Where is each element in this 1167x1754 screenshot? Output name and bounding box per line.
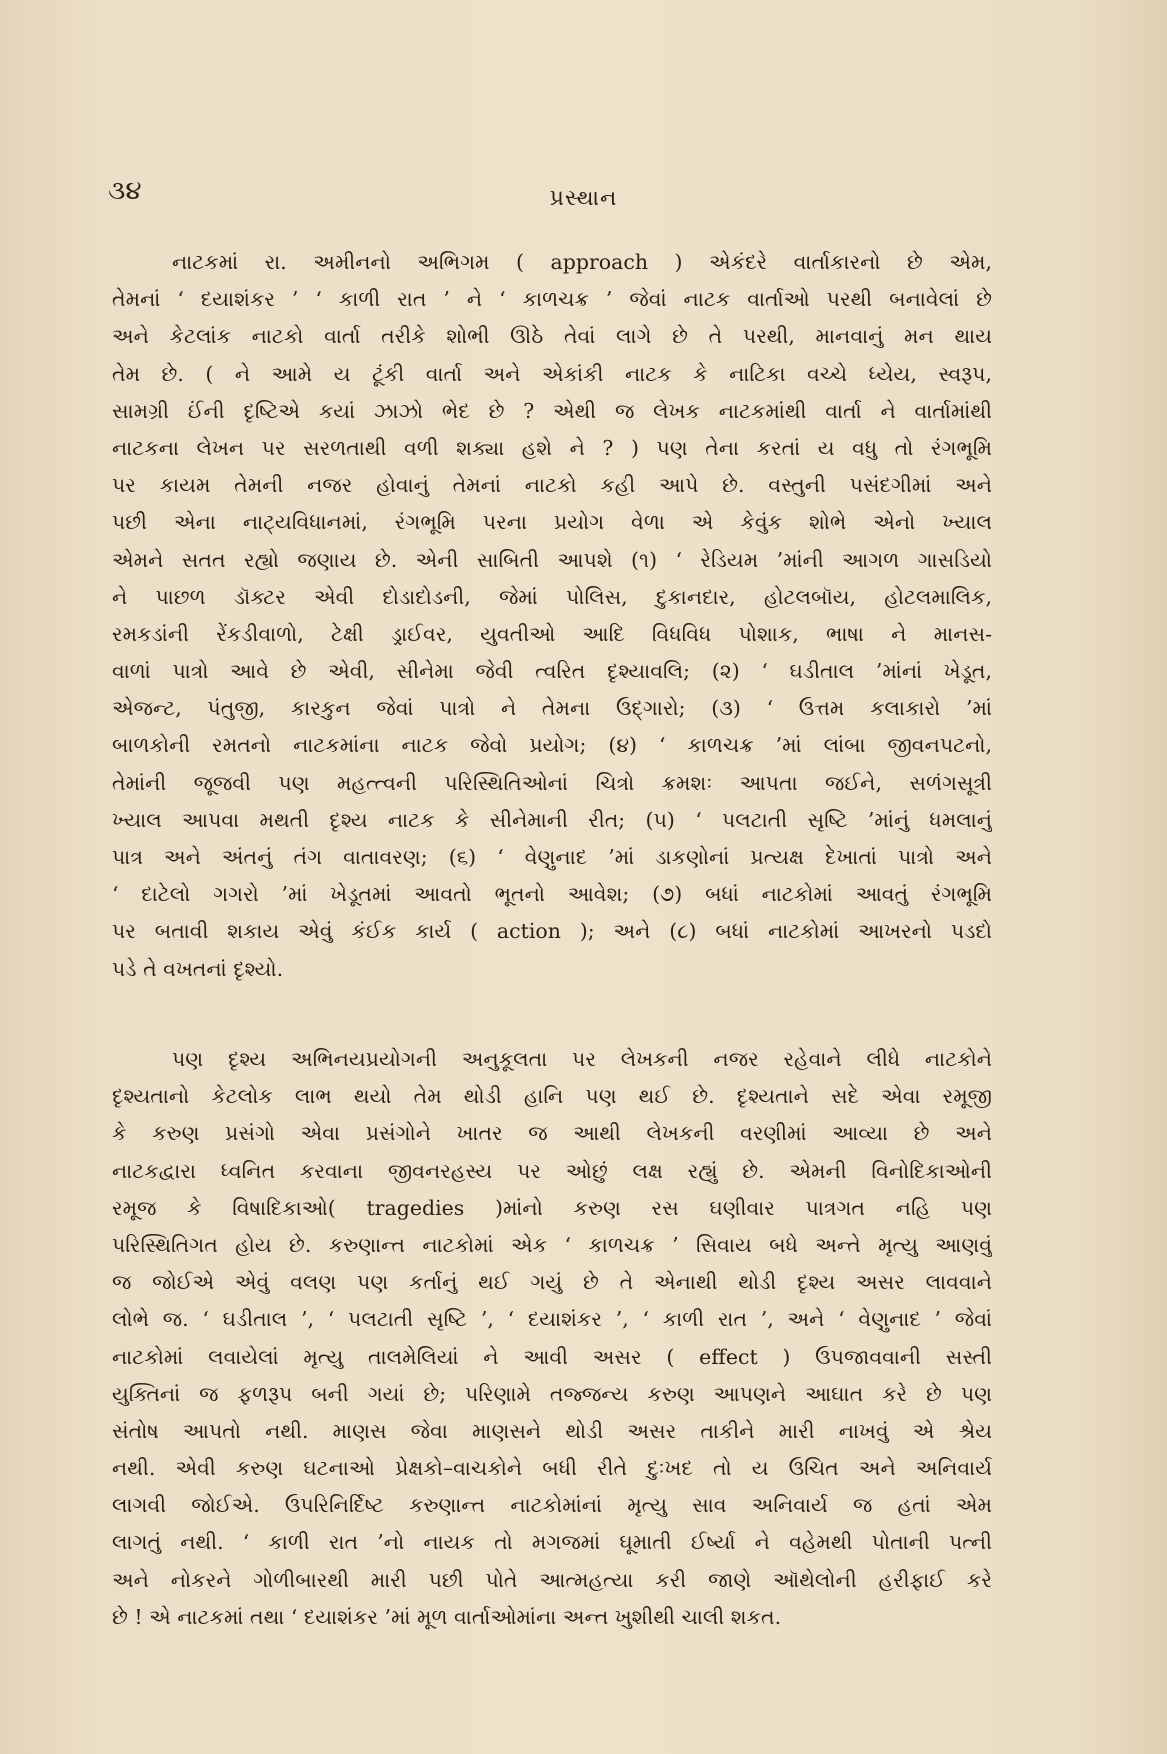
text-line: દૃશ્યતાનો કેટલોક લાભ થયો તેમ થોડી હાનિ પણ થઈ છે. દૃશ્યતાને સદે એવા રમૂજી	[112, 1084, 992, 1109]
text-line: નાટકમાં રા. અમીનનો અભિગમ ( approach ) એકંદરે વાર્તાકારનો છે એમ,	[172, 250, 992, 274]
text-line: એમને સતત રહ્યો જણાય છે. એની સાબિતી આપશે (૧) ‘ રેડિયમ ’માંની આગળ ગાસડિયો	[112, 547, 992, 572]
text-line: નાટકના લેખન પર સરળતાથી વળી શક્યા હશે ને ? ) પણ તેના કરતાં ય વધુ તો રંગભૂમિ	[112, 435, 992, 460]
text-line: જ જોઈએ એવું વલણ પણ કર્તાનું થઈ ગયું છે તે એનાથી થોડી દૃશ્ય અસર લાવવાને	[112, 1270, 992, 1295]
text-line: રમૂજ કે વિષાદિકાઓ( tragedies )માંનો કરુણ રસ ઘણીવાર પાત્રગત નહિ પણ	[112, 1195, 992, 1220]
text-line: લાગતું નથી. ‘ કાળી રાત ’નો નાયક તો મગજમાં ઘૂમાતી ઈર્ષ્યા ને વહેમથી પોતાની પત્ની	[112, 1530, 992, 1555]
text-line: લોભે જ. ‘ ઘડીતાલ ’, ‘ પલટાતી સૃષ્ટિ ’, ‘ દયાશંકર ’, ‘ કાળી રાત ’, અને ‘ વેણુનાદ ’ જેવાં	[112, 1307, 992, 1332]
text-line: તેમાંની જૂજવી પણ મહત્ત્વની પરિસ્થિતિઓનાં ચિત્રો ક્રમશઃ આપતા જઈને, સળંગસૂત્રી	[112, 770, 992, 795]
text-line: બાળકોની રમતનો નાટકમાંના નાટક જેવો પ્રયોગ; (૪) ‘ કાળચક્ર ’માં લાંબા જીવનપટનો,	[112, 733, 992, 758]
text-line: અને નોકરને ગોળીબારથી મારી પછી પોતે આત્મહત્યા કરી જાણે ઑથેલોની હરીફાઈ કરે	[112, 1567, 992, 1592]
text-line: ખ્યાલ આપવા મથતી દૃશ્ય નાટક કે સીનેમાની રીત; (૫) ‘ પલટાતી સૃષ્ટિ ’માંનું ધમલાનું	[112, 807, 992, 832]
text-line: સંતોષ આપતો નથી. માણસ જેવા માણસને થોડી અસર તાકીને મારી નાખવું એ શ્રેય	[112, 1418, 992, 1443]
text-line: પડે તે વખતનાં દૃશ્યો.	[112, 956, 284, 981]
text-line: ‘ દાટેલો ગગરો ’માં ખેડૂતમાં આવતો ભૂતનો આવેશ; (૭) બધાં નાટકોમાં આવતું રંગભૂમિ	[112, 882, 992, 907]
text-line: તેમનાં ‘ દયાશંકર ’ ‘ કાળી રાત ’ ને ‘ કાળચક્ર ’ જેવાં નાટક વાર્તાઓ પરથી બનાવેલાં છે	[112, 287, 992, 312]
text-line: પણ દૃશ્ય અભિનયપ્રયોગની અનુકૂલતા પર લેખકની નજર રહેવાને લીધે નાટકોને	[172, 1047, 992, 1071]
text-line: યુક્તિનાં જ ફળરૂપ બની ગયાં છે; પરિણામે તજ્જન્ય કરુણ આપણને આઘાત કરે છે પણ	[112, 1381, 992, 1406]
text-line: પર બતાવી શકાય એવું કંઈક કાર્ય ( action ); અને (૮) બધાં નાટકોમાં આખરનો પડદો	[112, 919, 992, 944]
text-line: છે ! એ નાટકમાં તથા ‘ દયાશંકર ’માં મૂળ વાર્તાઓમાંના અન્ત ખુશીથી ચાલી શકત.	[112, 1604, 782, 1629]
paragraph-2	[112, 1041, 992, 1636]
text-line: નાટકોમાં લવાયેલાં મૃત્યુ તાલમેલિયાં ને આવી અસર ( effect ) ઉપજાવવાની સસ્તી	[112, 1344, 992, 1369]
text-line: રમકડાંની રેંકડીવાળો, ટેક્ષી ડ્રાઈવર, યુવતીઓ આદિ વિધવિધ પોશાક, ભાષા ને માનસ-	[112, 621, 992, 646]
text-line: પર કાયમ તેમની નજર હોવાનું તેમનાં નાટકો કહી આપે છે. વસ્તુની પસંદગીમાં અને	[112, 473, 992, 498]
text-line: સામગ્રી ઈંની દૃષ્ટિએ કયાં ઝાઝો ભેદ છે ? એથી જ લેખક નાટકમાંથી વાર્તા ને વાર્તામાંથી	[112, 398, 992, 423]
text-line: વાળાં પાત્રો આવે છે એવી, સીનેમા જેવી ત્વરિત દૃશ્યાવલિ; (૨) ‘ ઘડીતાલ ’માંનાં ખેડૂત,	[112, 659, 992, 684]
running-title: પ્રસ્થાન	[549, 186, 618, 211]
text-line: લાગવી જોઈએ. ઉપરિનિર્દિષ્ટ કરુણાન્ત નાટકોમાંનાં મૃત્યુ સાવ અનિવાર્ય જ હતાં એમ	[112, 1493, 992, 1518]
text-line: પરિસ્થિતિગત હોય છે. કરુણાન્ત નાટકોમાં એક ‘ કાળચક્ર ’ સિવાય બધે અન્તે મૃત્યુ આણવું	[112, 1232, 992, 1257]
text-line: પછી એના નાટ્યવિધાનમાં, રંગભૂમિ પરના પ્રયોગ વેળા એ કેવુંક શોભે એનો ખ્યાલ	[112, 510, 992, 535]
page-number: ૩૪	[108, 176, 142, 206]
text-line: અને કેટલાંક નાટકો વાર્તા તરીકે શોભી ઊઠે તેવાં લાગે છે તે પરથી, માનવાનું મન થાય	[112, 324, 992, 349]
paragraph-1	[112, 244, 992, 988]
text-line: તેમ છે. ( ને આમે ય ટૂંકી વાર્તા અને એકાંકી નાટક કે નાટિકા વચ્ચે ધ્યેય, સ્વરૂપ,	[112, 361, 992, 386]
text-line: નાટકદ્વારા ધ્વનિત કરવાના જીવનરહસ્ય પર ઓછું લક્ષ રહ્યું છે. એમની વિનોદિકાઓની	[112, 1158, 992, 1183]
text-line: એજન્ટ, પંતુજી, કારકુન જેવાં પાત્રો ને તેમના ઉદ્‌ગારો; (૩) ‘ ઉત્તમ કલાકારો ’માં	[112, 696, 992, 721]
text-line: નથી. એવી કરુણ ઘટનાઓ પ્રેક્ષકો–વાચકોને બધી રીતે દુઃખદ તો ય ઉચિત અને અનિવાર્ય	[112, 1456, 992, 1481]
text-line: પાત્ર અને અંતનું તંગ વાતાવરણ; (૬) ‘ વેણુનાદ ’માં ડાકણોનાં પ્રત્યક્ષ દેખાતાં પાત્રો અને	[112, 845, 992, 869]
text-line: ને પાછળ ડૉક્ટર એવી દોડાદોડની, જેમાં પોલિસ, દુકાનદાર, હોટલબૉય, હોટલમાલિક,	[112, 584, 992, 609]
text-line: કે કરુણ પ્રસંગો એવા પ્રસંગોને ખાતર જ આથી લેખકની વરણીમાં આવ્યા છે અને	[112, 1121, 992, 1146]
